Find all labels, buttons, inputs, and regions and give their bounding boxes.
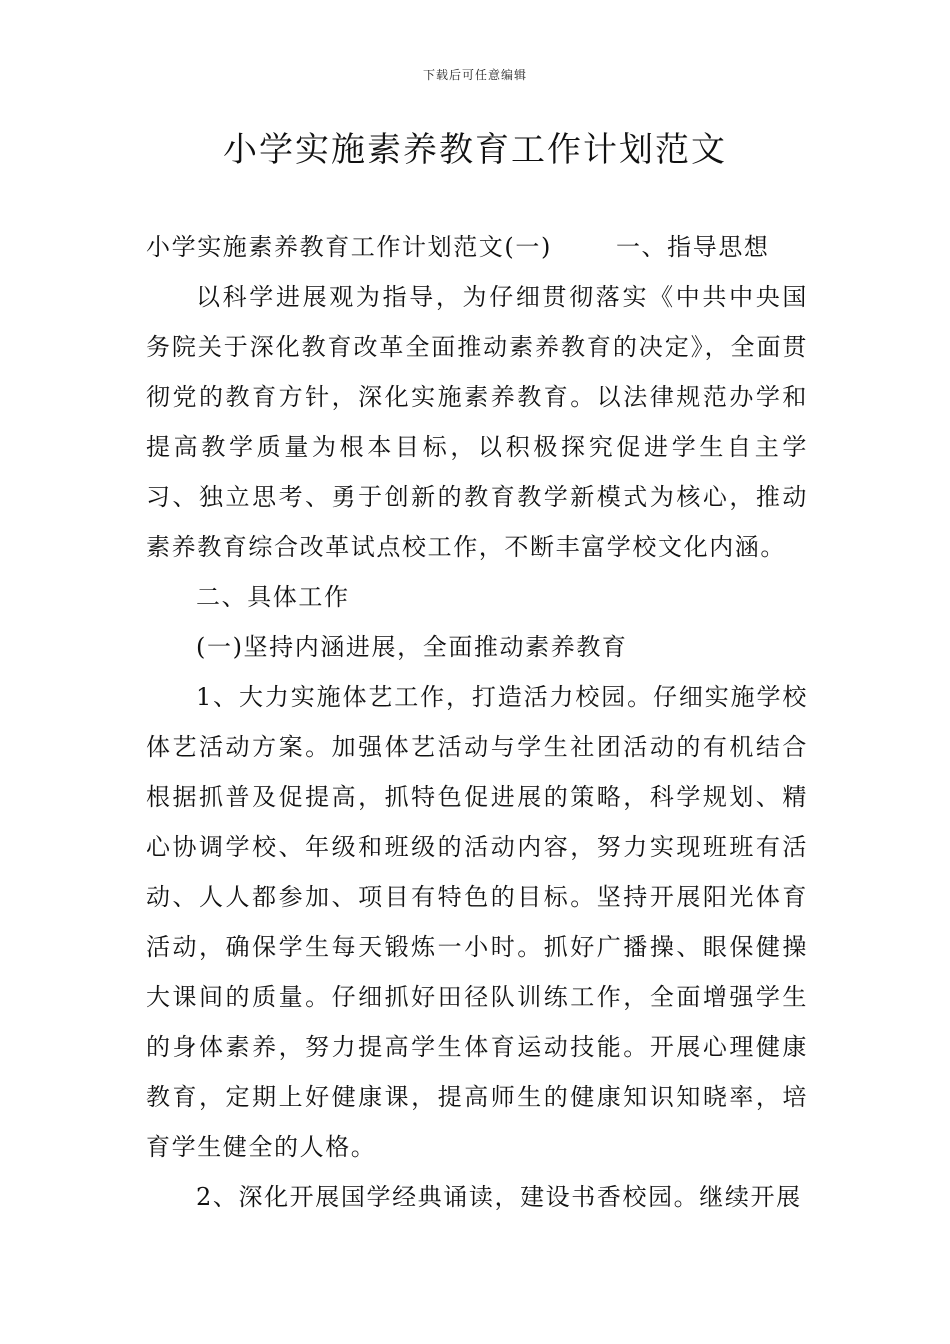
paragraph-sports-arts: 1、大力实施体艺工作，打造活力校园。仔细实施学校体艺活动方案。加强体艺活动与学生社团活动的有机结合根据抓普及促提高，抓特色促进展的策略，科学规划、精心协调学校、年级和班级的活动内容，努力实现班班有活动、人人都参加、项目有特色的目标。坚持开展阳光体育活动，确保学生每天锻炼一小时。抓好广播操、眼保健操大课间的质量。仔细抓好田径队训练工作，全面增强学生的身体素养，努力提高学生体育运动技能。开展心理健康教育，定期上好健康课，提高师生的健康知识知晓率，培育学生健全的人格。	[146, 683, 808, 1161]
subsection-heading-connotation: (一)坚持内涵进展，全面推动素养教育	[196, 633, 628, 661]
header-note: 下载后可任意编辑	[422, 68, 527, 82]
paragraph-classics-reading: 2、深化开展国学经典诵读，建设书香校园。继续开展	[196, 1183, 802, 1211]
document-body	[146, 222, 808, 1222]
paragraph-guiding-ideology: 以科学进展观为指导，为仔细贯彻落实《中共中央国务院关于深化教育改革全面推动素养教育的决定》，全面贯彻党的教育方针，深化实施素养教育。以法律规范办学和提高教学质量为根本目标，以积极探究促进学生自主学习、独立思考、勇于创新的教育教学新模式为核心，推动素养教育综合改革试点校工作，不断丰富学校文化内涵。	[146, 283, 808, 561]
section-heading-guiding-ideology: 一、指导思想	[615, 233, 770, 261]
section-heading-specific-work: 二、具体工作	[196, 583, 350, 611]
document-subtitle: 小学实施素养教育工作计划范文(一)	[146, 233, 552, 261]
first-line	[146, 222, 808, 272]
document-title: 小学实施素养教育工作计划范文	[223, 130, 727, 170]
